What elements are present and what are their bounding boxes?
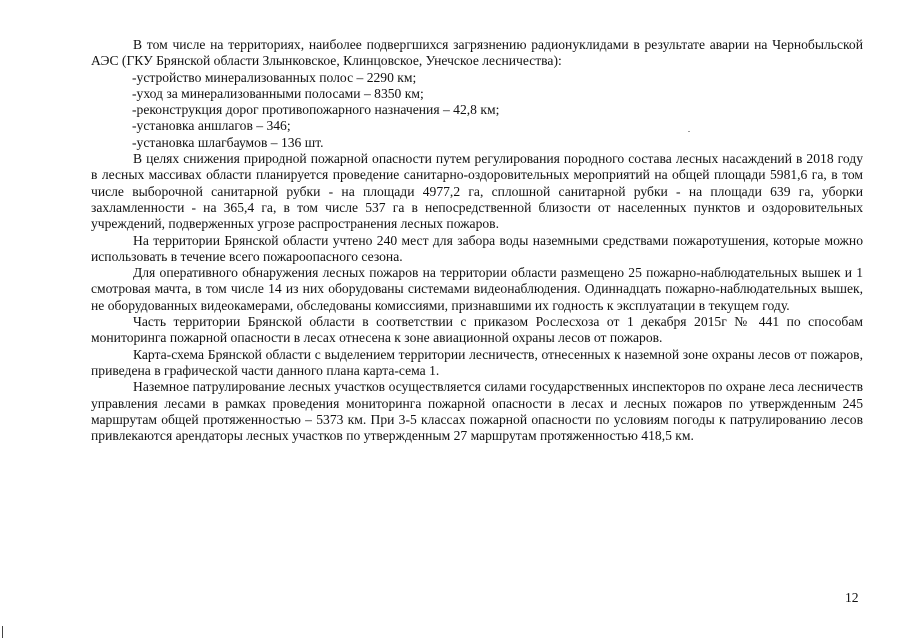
- list-item-signs-installation: -установка аншлагов – 346;: [132, 118, 291, 134]
- scan-edge-mark: [2, 626, 3, 638]
- list-item-barriers-installation: -установка шлагбаумов – 136 шт.: [132, 134, 324, 150]
- paragraph-water-intake-points: На территории Брянской области учтено 240 мест для забора воды наземными средствами пожаротушения, которые можно использовать в течение всего пожароопасного сезона.: [91, 232, 863, 264]
- paragraph-ground-patrol: Наземное патрулирование лесных участков осуществляется силами государственных инспекторов по охране леса лесничеств управления лесами в рамках проведения мониторинга пожарной опасности в лесах и лесных пожаров по утвержденным 245 маршрутам общей протяженностью – 5373 км. При 3-5 классах пожарной опасности по условиям погоды к патрулированию лесов привлекаются арендаторы лесных участков по утвержденным 27 маршрутам протяженностью 418,5 км.: [91, 379, 863, 444]
- paragraph-sanitary-measures: В целях снижения природной пожарной опасности путем регулирования породного состава лесных насаждений в 2018 году в лесных массивах области планируется проведение санитарно-оздоровительных мероприятий на общей площади 5981,6 га, в том числе выборочной санитарной рубки - на площади 4977,2 га, сплошной санитарной рубки - на площади 639 га, уборки захламленности - на 365,4 га, в том числе 537 га в непосредственной близости от населенных пунктов и оздоровительных учреждений, подверженных угрозе распространения лесных пожаров.: [91, 151, 863, 232]
- page-number: 12: [845, 590, 859, 605]
- scan-speck: [688, 131, 690, 132]
- document-body: [91, 37, 863, 444]
- paragraph-fire-towers: Для оперативного обнаружения лесных пожаров на территории области размещено 25 пожарно-наблюдательных вышек и 1 смотровая мачта, в том числе 14 из них оборудованы системами видеонаблюдения. Одиннадцать пожарно-наблюдательных вышек, не оборудованных видеокамерами, обследованы комиссиями, признавшими их годность к эксплуатации в текущем году.: [91, 265, 863, 313]
- paragraph-chernobyl-territories: В том числе на территориях, наиболее подвергшихся загрязнению радионуклидами в результате аварии на Чернобыльской АЭС (ГКУ Брянской области Злынковское, Клинцовское, Унечское лесничества):: [91, 37, 863, 69]
- list-item-strip-maintenance: -уход за минерализованными полосами – 8350 км;: [132, 85, 424, 101]
- paragraph-map-scheme: Карта-схема Брянской области с выделением территории лесничеств, отнесенных к наземной зоне охраны лесов от пожаров, приведена в графической части данного плана карта-сема 1.: [91, 346, 863, 378]
- list-item-road-reconstruction: -реконструкция дорог противопожарного назначения – 42,8 км;: [132, 102, 500, 118]
- list-item-mineralized-strips: -устройство минерализованных полос – 2290 км;: [132, 69, 417, 85]
- paragraph-aviation-protection-zone: Часть территории Брянской области в соответствии с приказом Рослесхоза от 1 декабря 2015г № 441 по способам мониторинга пожарной опасности в лесах отнесена к зоне авиационной охраны лесов от пожаров.: [91, 314, 863, 346]
